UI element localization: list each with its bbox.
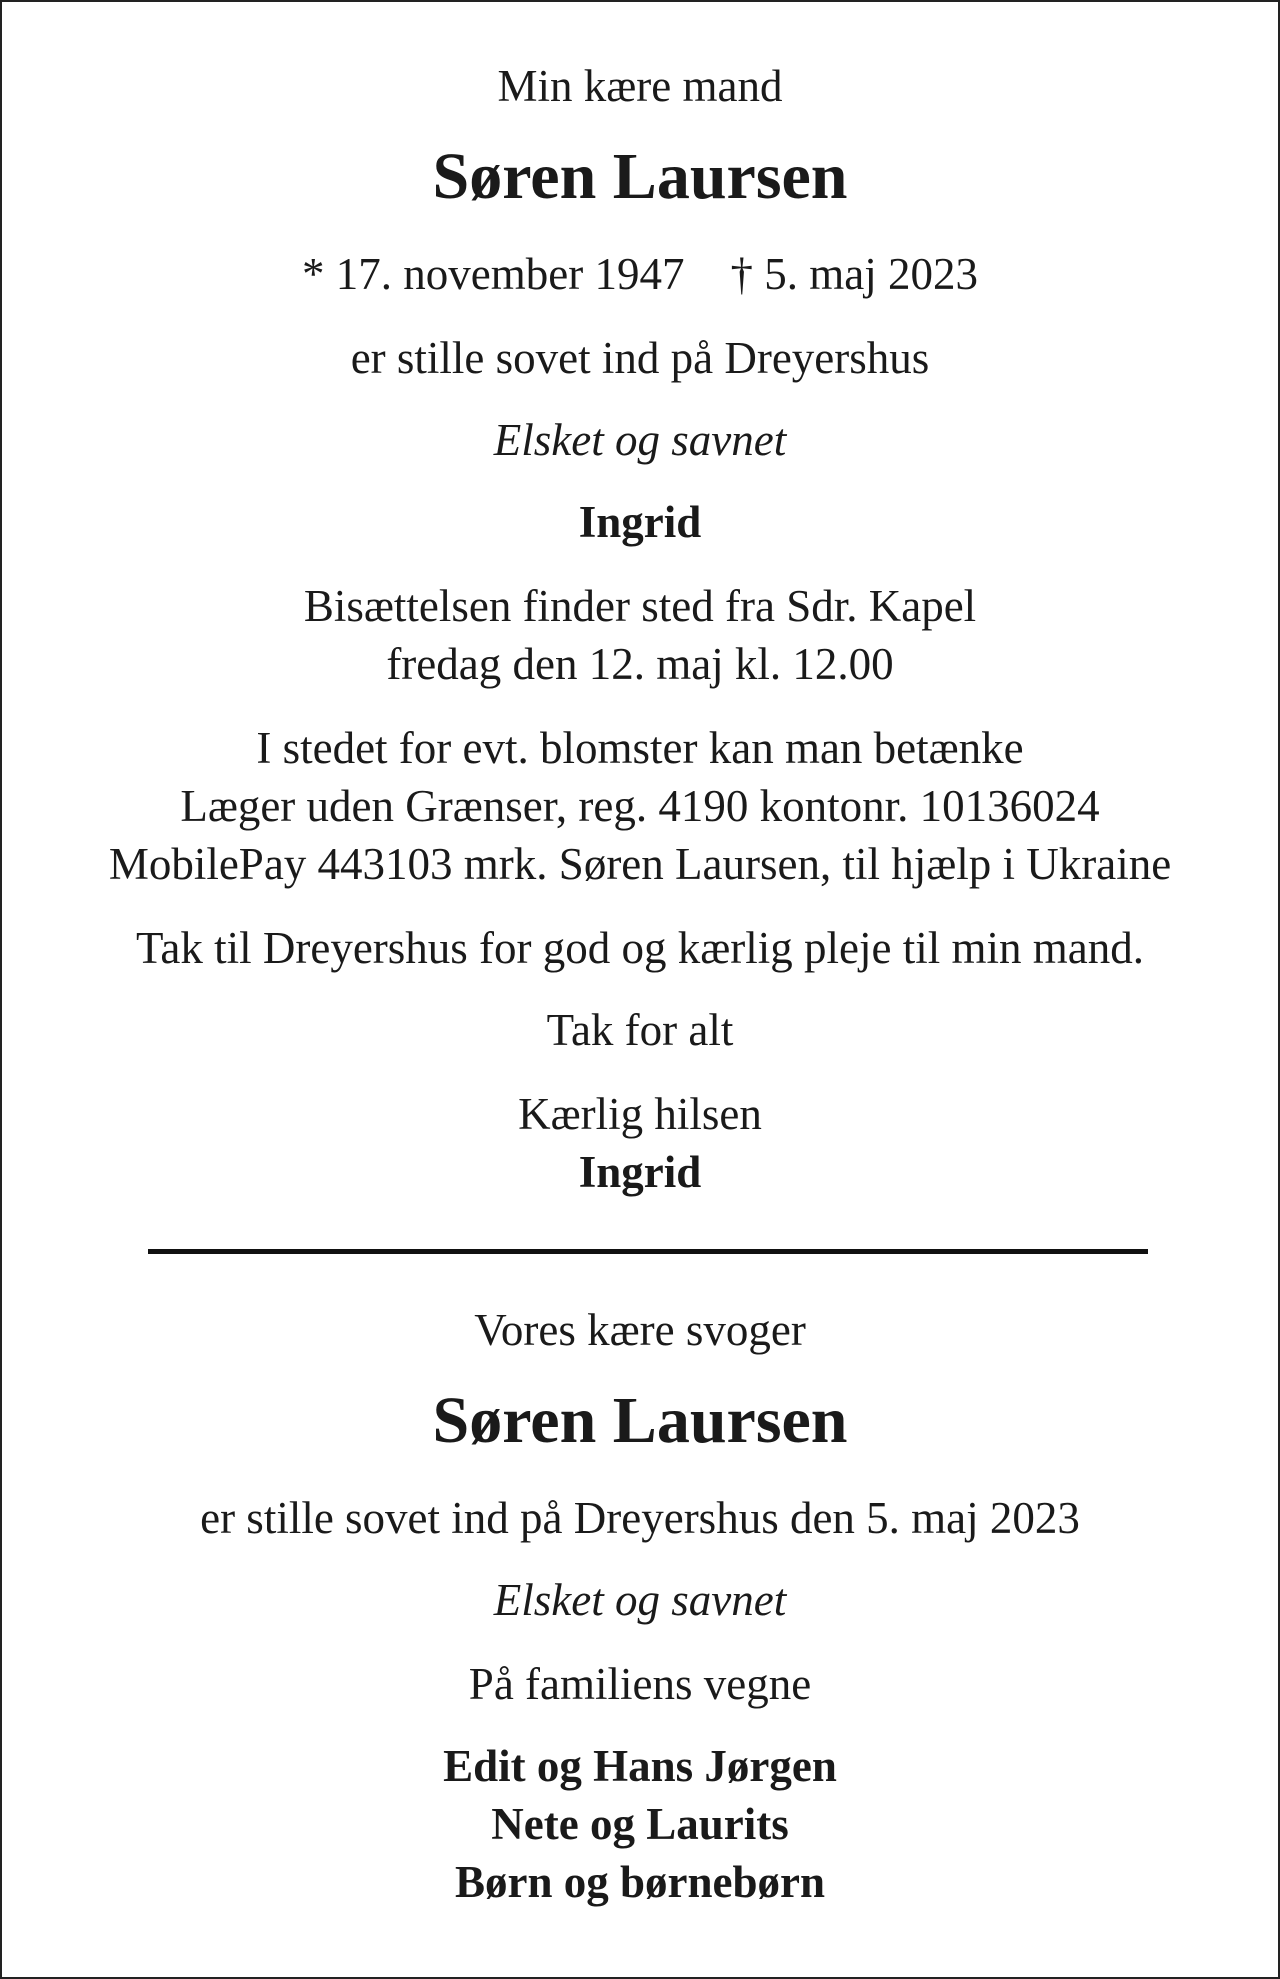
passed-text: er stille sovet ind på Dreyershus xyxy=(350,333,930,383)
life-dates xyxy=(0,245,1280,303)
donation-mobilepay: MobilePay 443103 mrk. Søren Laursen, til hjælp i Ukraine xyxy=(108,839,1172,889)
signer-3: Børn og børnebørn xyxy=(454,1857,826,1907)
passed-text-2: er stille sovet ind på Dreyershus den 5. maj 2023 xyxy=(200,1493,1080,1543)
thanks-all: Tak for alt xyxy=(546,1005,734,1055)
greeting-signer: Ingrid xyxy=(578,1147,702,1197)
thanks-care: Tak til Dreyershus for god og kærlig pleje til min mand. xyxy=(136,923,1144,973)
donation-account: Læger uden Grænser, reg. 4190 kontonr. 10136024 xyxy=(180,781,1100,831)
signer-1: Edit og Hans Jørgen xyxy=(443,1741,837,1791)
deceased-name-2: Søren Laursen xyxy=(432,1384,848,1457)
loved-text-2: Elsket og savnet xyxy=(493,1575,787,1625)
signer-name: Ingrid xyxy=(578,497,702,547)
section-divider xyxy=(148,1249,1148,1254)
donation-intro: I stedet for evt. blomster kan man betænke xyxy=(256,723,1024,773)
greeting-text: Kærlig hilsen xyxy=(518,1089,762,1139)
loved-text: Elsket og savnet xyxy=(493,415,787,465)
funeral-place: Bisættelsen finder sted fra Sdr. Kapel xyxy=(303,581,977,631)
on-behalf-text: På familiens vegne xyxy=(468,1659,812,1709)
funeral-time: fredag den 12. maj kl. 12.00 xyxy=(386,639,894,689)
intro-text-2: Vores kære svoger xyxy=(474,1305,806,1355)
deceased-name: Søren Laursen xyxy=(432,140,848,213)
signer-2: Nete og Laurits xyxy=(491,1799,789,1849)
birth-date: * 17. november 1947 xyxy=(302,249,685,299)
intro-text: Min kære mand xyxy=(497,61,783,111)
death-date: † 5. maj 2023 xyxy=(730,249,978,299)
